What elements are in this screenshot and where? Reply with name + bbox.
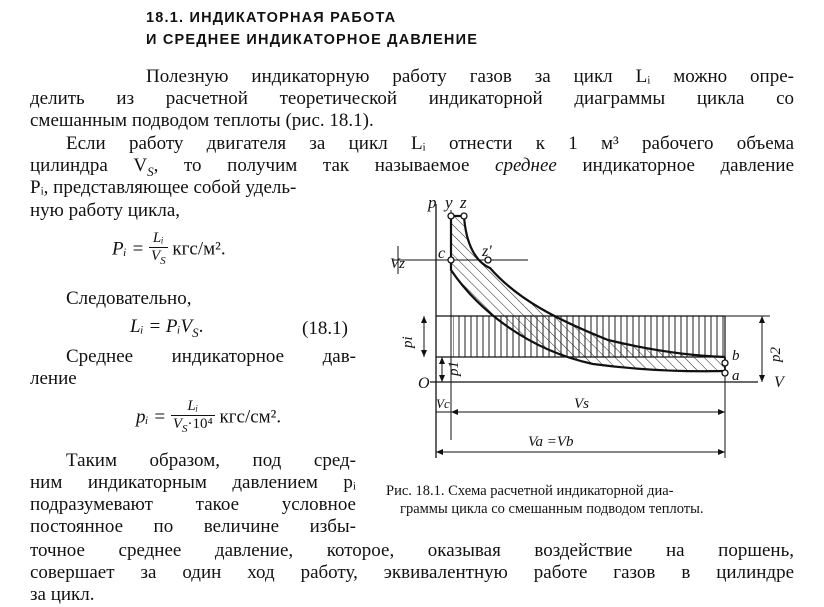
label-p2: p2 [768,347,784,362]
para2-line2-em: среднее [495,155,557,176]
label-c: c [438,245,446,262]
label-z-prime: z' [482,243,492,260]
eq1-num: Lᵢ [149,230,168,248]
point-b [722,360,728,366]
para4-line5: точное среднее давление, которое, оказывая воздействие на поршень, [30,540,794,561]
label-p1: p1 [446,361,462,376]
text-sledovatelno: Следовательно, [66,288,192,309]
figure-caption-line2: граммы цикла со смешанным подводом теплоты. [400,501,704,517]
label-o: O [418,375,430,392]
label-va-vb: Va =Vb [528,434,574,450]
eq2-number: (18.1) [302,318,348,339]
para2-line1: Если работу двигателя за цикл Lᵢ отнести к 1 м³ рабочего объема [66,133,794,154]
eq3-den: V [172,416,182,432]
label-z: z [460,193,467,212]
para2-line2-tail: , то получим так называемое [153,155,470,176]
eq1-den: V [150,248,161,264]
eq1-lhs: Pᵢ = [112,238,145,260]
eq2-expr: Lᵢ = PᵢV [130,316,193,337]
figure-caption-line1: Рис. 18.1. Схема расчетной индикаторной диа- [386,483,674,499]
eq3-fraction [171,398,215,438]
para3-line2: ление [30,368,77,389]
para2-line4: ную работу цикла, [30,200,180,221]
eq2-expr-sub: S [192,324,199,340]
para4-line1: Таким образом, под сред- [66,450,356,471]
para4-line3: подразумевают такое условное [30,494,356,515]
para2-line2-sub: S [147,163,154,179]
label-v: V [774,374,784,391]
para2-line2-end: индикаторное давление [582,155,795,176]
indicator-diagram-figure [378,190,790,472]
section-title-line2: И СРЕДНЕЕ ИНДИКАТОРНОЕ ДАВЛЕНИЕ [146,32,479,48]
eq3-lhs: pᵢ = [136,406,167,428]
point-y [448,213,454,219]
eq3-den-sub: S [182,423,188,435]
equation-3 [136,398,281,438]
eq1-fraction [149,230,168,270]
para1-line3: смешанным подводом теплоты (рис. 18.1). [30,110,374,131]
label-p: p [428,193,437,212]
para1-line2: делить из расчетной теоретической индикаторной диаграммы цикла со [30,88,794,109]
eq3-den-tail: ·10⁴ [187,416,213,432]
para3-line1: Среднее индикаторное дав- [66,346,356,367]
equation-2 [130,316,203,341]
label-pi: pi [400,336,416,348]
label-y: y [445,193,453,212]
para2-line2-start: цилиндра V [30,155,148,176]
eq3-num: Lᵢ [171,398,215,416]
section-title-line1: 18.1. ИНДИКАТОРНАЯ РАБОТА [146,10,397,26]
para2-line3: Pᵢ, представляющее собой удель- [30,177,297,198]
label-vc: Vc [436,396,450,411]
point-z [461,213,467,219]
para4-line4: постоянное по величине избы- [30,516,356,537]
para4-line6: совершает за один ход работу, эквивалентную работе газов в цилиндре [30,562,794,583]
eq1-unit: кгс/м². [172,238,226,260]
equation-1 [112,230,226,270]
label-vs: Vs [574,396,589,412]
point-a [722,370,728,376]
point-c [448,257,454,263]
para4-line2: ним индикаторным давлением pᵢ [30,472,356,493]
para1-line1: Полезную индикаторную работу газов за цикл Lᵢ можно опре- [146,66,794,87]
eq3-unit: кгс/см². [219,406,282,428]
eq2-dot: . [198,316,204,337]
label-a: a [732,368,740,384]
label-b: b [732,348,740,364]
label-vz: Vz [390,256,405,272]
eq1-den-sub: S [160,255,166,267]
para4-line7: за цикл. [30,584,95,605]
